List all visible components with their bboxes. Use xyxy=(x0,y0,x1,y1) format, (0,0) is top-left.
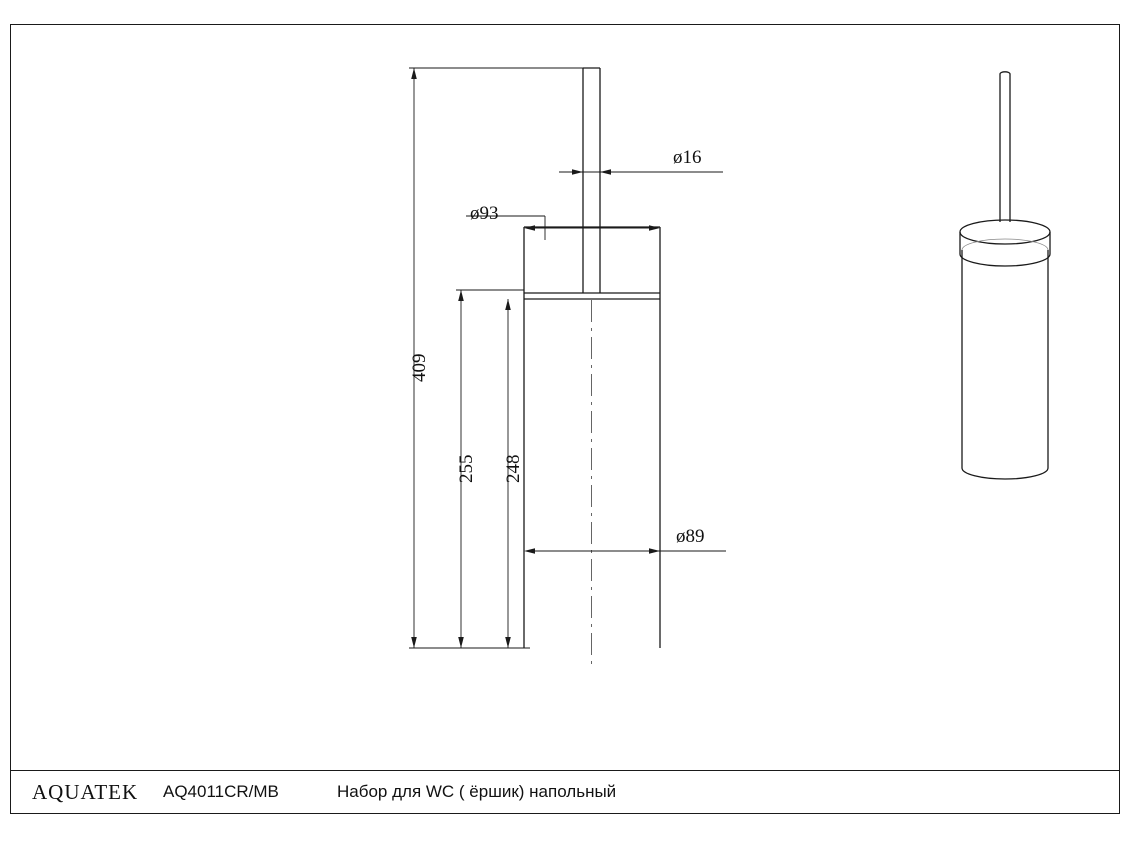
model-number: AQ4011CR/MB xyxy=(163,782,279,801)
dimension-label-409: 409 xyxy=(409,353,430,382)
body-cylinder xyxy=(524,299,660,648)
brand-logo-text: AQUATEK xyxy=(32,780,139,804)
handle-rod xyxy=(583,68,600,293)
dimension-label-255: 255 xyxy=(456,454,477,483)
product-description: Набор для WC ( ёршик) напольный xyxy=(337,782,617,801)
dimension-diameter-89 xyxy=(524,548,726,554)
isometric-view xyxy=(960,72,1050,479)
dimension-label-248: 248 xyxy=(503,454,524,483)
dimension-label-16: ø16 xyxy=(673,147,702,168)
dimension-label-89: ø89 xyxy=(676,526,705,547)
lid-cap xyxy=(524,227,660,299)
dimension-409 xyxy=(409,68,588,648)
dimension-label-93: ø93 xyxy=(470,203,499,224)
